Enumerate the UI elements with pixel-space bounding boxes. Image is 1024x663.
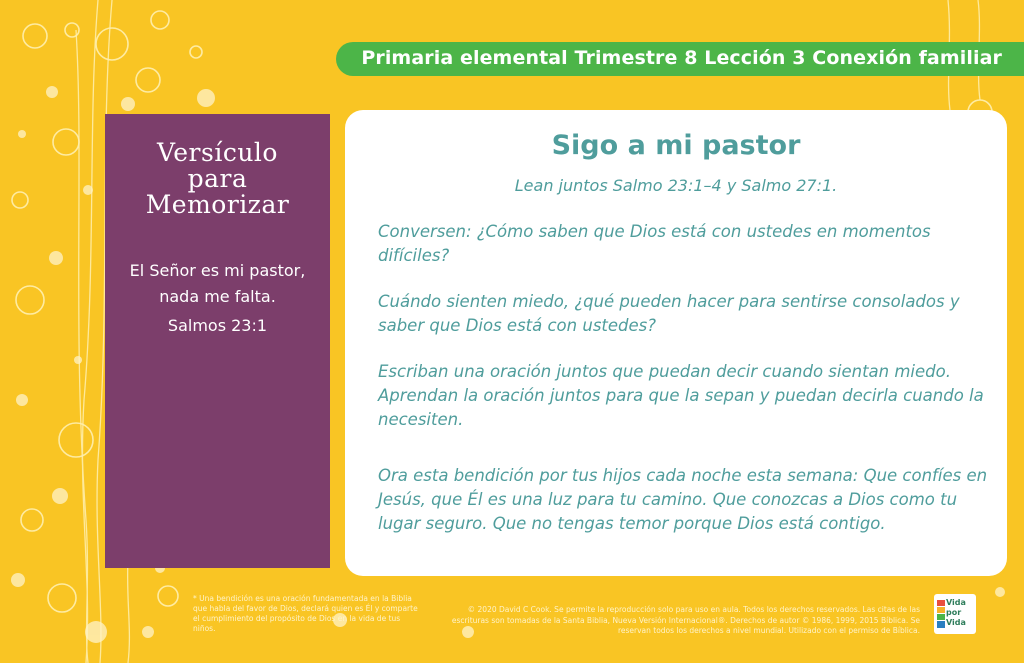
blessing-footnote: * Una bendición es una oración fundamentada en la Biblia que habla del favor de Dios, declará quien es Él y comparte el cumplimiento del propósito de Dios en la vida de tus niños. (193, 594, 418, 633)
lesson-content-card (345, 110, 1007, 576)
memory-verse-card (105, 114, 330, 568)
reading-instruction: Lean juntos Salmo 23:1–4 y Salmo 27:1. (514, 176, 838, 195)
banner-title: Primaria elemental Trimestre 8 Lección 3 Conexión familiar (361, 47, 1002, 69)
logo-line: Vida (946, 618, 966, 627)
verse-title-line: Memorizar (145, 190, 290, 219)
logo-line: Vida (946, 598, 966, 607)
verse-title-line: Versículo (157, 138, 278, 167)
lesson-title: Sigo a mi pastor (551, 130, 801, 161)
logo-line: por (946, 608, 962, 617)
lesson-banner (336, 42, 1024, 76)
verse-title-line: para (187, 164, 248, 193)
memory-verse-reference: Salmos 23:1 (167, 316, 268, 335)
logo-color-bars-icon (937, 600, 945, 628)
activity-paragraph: Escriban una oración juntos que puedan decir cuando sientan miedo. Aprendan la oración juntos para que la sepan y puedan decirla cuando la necesiten. (378, 362, 984, 429)
memory-verse-text: El Señor es mi pastor, nada me falta. (129, 261, 306, 306)
memory-verse-title (115, 140, 320, 218)
blessing-paragraph: Ora esta bendición por tus hijos cada noche esta semana: Que confíes en Jesús, que Él es una luz para tu camino. Que conozcas a Dios como tu lugar seguro. Que no tengas temor porque Dios está contigo. (378, 466, 988, 533)
discussion-paragraph: Cuándo sienten miedo, ¿qué pueden hacer para sentirse consolados y saber que Dios está con ustedes? (378, 292, 960, 335)
copyright-notice: © 2020 David C Cook. Se permite la reproducción solo para uso en aula. Todos los derechos reservados. Las citas de las escrituras son tomadas de la Santa Biblia, Nueva Versión Internacional®. Derechos de autor © 1986, 1999, 2015 Bíblica. Se reservan todos los derechos a nivel mundial. Utilizado con el permiso de Bíblica. (451, 605, 920, 635)
logo-text (946, 598, 966, 628)
discussion-paragraph: Conversen: ¿Cómo saben que Dios está con ustedes en momentos difíciles? (378, 222, 931, 265)
vida-por-vida-logo (934, 594, 976, 634)
